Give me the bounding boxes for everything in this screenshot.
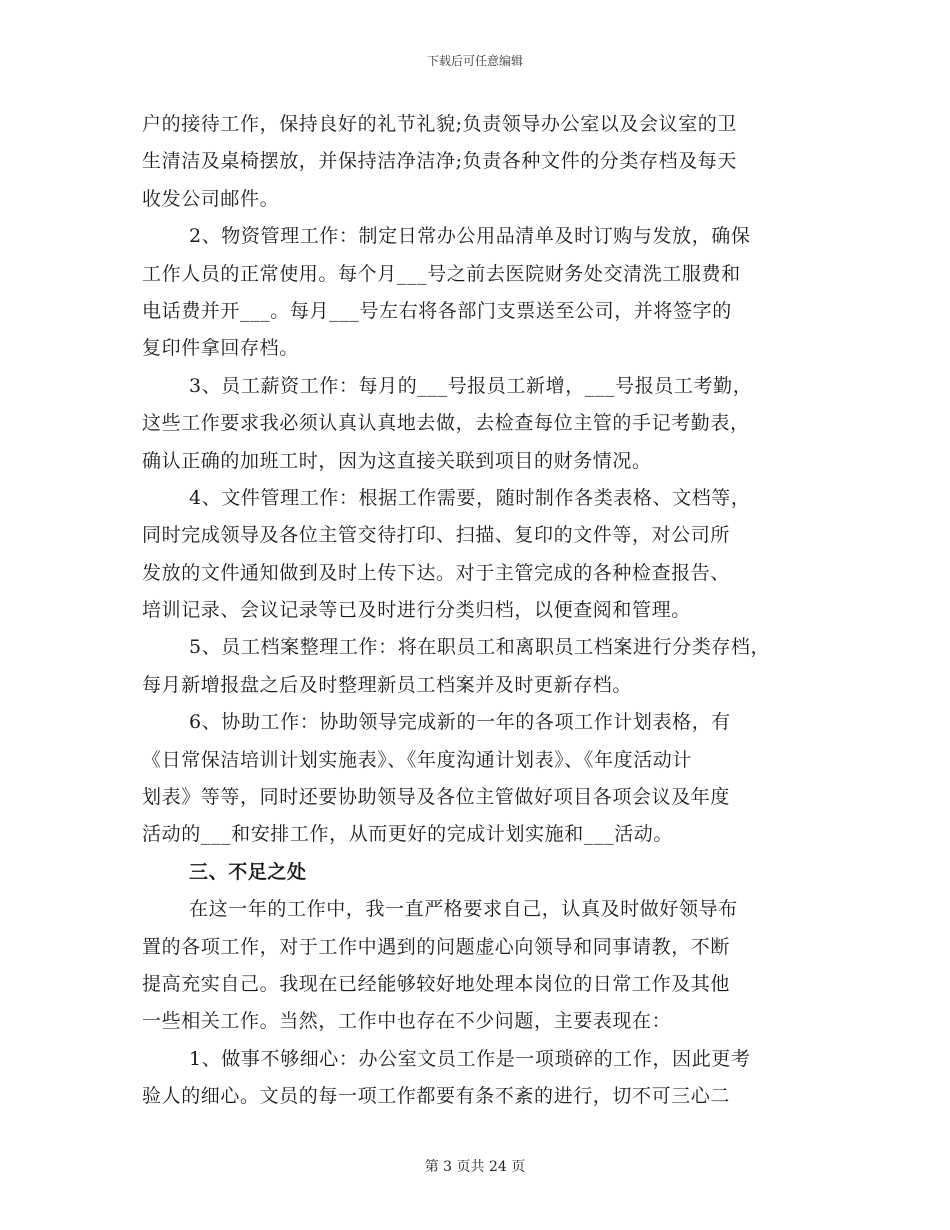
- text-line: 验人的细心。文员的每一项工作都要有条不紊的进行，切不可三心二: [142, 1085, 731, 1108]
- text-line: 发放的文件通知做到及时上传下达。对于主管完成的各种检查报告、: [142, 561, 731, 584]
- document-body: [142, 106, 822, 1116]
- text-line: 2、物资管理工作：制定日常办公用品清单及时订购与发放，确保: [189, 225, 751, 248]
- text-line: 4、文件管理工作：根据工作需要，随时制作各类表格、文档等，: [189, 486, 751, 509]
- text-line: 工作人员的正常使用。每个月___号之前去医院财务处交清洗工服费和: [142, 262, 741, 285]
- text-line: 确认正确的加班工时，因为这直接关联到项目的财务情况。: [142, 449, 652, 472]
- text-line: 1、做事不够细心：办公室文员工作是一项琐碎的工作，因此更考: [189, 1047, 751, 1070]
- text-line: 《日常保洁培训计划实施表》、《年度沟通计划表》、《年度活动计: [142, 748, 693, 771]
- text-line: 收发公司邮件。: [142, 187, 280, 210]
- text-line: 置的各项工作，对于工作中遇到的问题虚心向领导和同事请教，不断: [142, 935, 731, 958]
- page-header: 下载后可任意编辑: [426, 54, 523, 68]
- text-line: 同时完成领导及各位主管交待打印、扫描、复印的文件等，对公司所: [142, 524, 731, 547]
- text-line: 3、员工薪资工作：每月的___号报员工新增，___号报员工考勤，: [189, 374, 753, 397]
- text-line: 每月新增报盘之后及时整理新员工档案并及时更新存档。: [142, 673, 633, 696]
- section-heading: 三、不足之处: [189, 860, 307, 883]
- text-line: 生清洁及桌椅摆放，并保持洁净洁净;负责各种文件的分类存档及每天: [142, 150, 738, 173]
- text-line: 培训记录、会议记录等已及时进行分类归档，以便查阅和管理。: [142, 599, 691, 622]
- text-line: 这些工作要求我必须认真认真地去做，去检查每位主管的手记考勤表，: [142, 412, 750, 435]
- text-line: 5、员工档案整理工作：将在职员工和离职员工档案进行分类存档，: [189, 636, 771, 659]
- text-line: 户的接待工作，保持良好的礼节礼貌;负责领导办公室以及会议室的卫: [142, 113, 738, 135]
- text-line: 提高充实自己。我现在已经能够较好地处理本岗位的日常工作及其他: [142, 972, 731, 995]
- text-line: 复印件拿回存档。: [142, 337, 299, 360]
- text-line: 6、协助工作：协助领导完成新的一年的各项工作计划表格，有: [189, 711, 731, 734]
- page-footer: 第 3 页共 24 页: [424, 1159, 526, 1175]
- text-line: 划表》等等，同时还要协助领导及各位主管做好项目各项会议及年度: [142, 786, 731, 809]
- text-line: 电话费并开___。每月___号左右将各部门支票送至公司，并将签字的: [142, 299, 732, 322]
- text-line: 一些相关工作。当然，工作中也存在不少问题，主要表现在：: [142, 1010, 672, 1033]
- text-line: 活动的___和安排工作，从而更好的完成计划实施和___活动。: [142, 823, 674, 846]
- text-line: 在这一年的工作中，我一直严格要求自己，认真及时做好领导布: [189, 898, 738, 921]
